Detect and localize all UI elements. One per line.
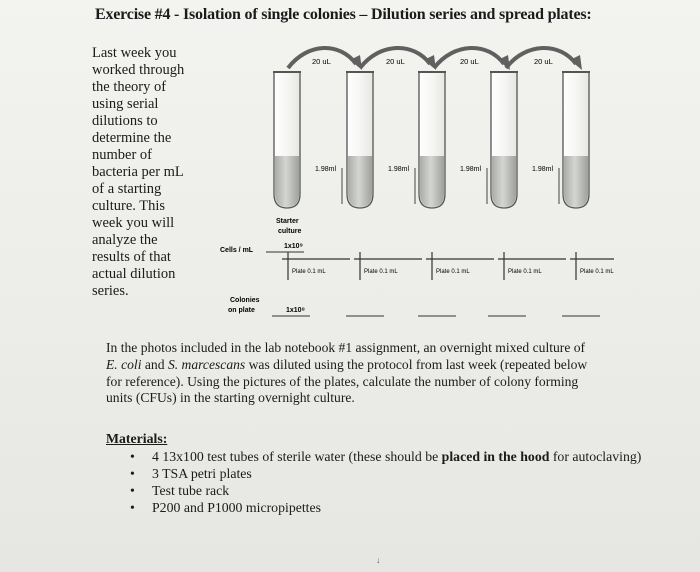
- colonies-label: on plate: [228, 307, 255, 314]
- intro-line: bacteria per mL: [92, 164, 184, 180]
- intro-line: analyze the: [92, 232, 158, 248]
- plate-volume-label: Plate 0.1 mL: [364, 269, 398, 275]
- organism-name: S. marcescans: [167, 356, 246, 372]
- bullet-icon: •: [130, 466, 135, 481]
- transfer-volume-label: 20 uL: [386, 57, 405, 66]
- plating-marker: [282, 252, 350, 280]
- exercise-title: Exercise #4 - Isolation of single colonies – Dilution series and spread plates:: [95, 6, 592, 23]
- intro-line: series.: [92, 283, 129, 299]
- intro-line: worked through: [92, 62, 185, 78]
- water-volume-label: 1.98ml: [315, 166, 337, 173]
- test-tube: [346, 72, 374, 208]
- starter-label: Starter: [276, 218, 299, 225]
- colonies-value: 1x10⁸: [286, 307, 305, 314]
- cells-per-ml-value: 1x10⁹: [284, 243, 303, 250]
- paragraph-line: In the photos included in the lab notebook #1 assignment, an overnight mixed culture of: [106, 340, 586, 355]
- organism-name: E. coli: [106, 356, 142, 372]
- plate-volume-label: Plate 0.1 mL: [508, 269, 542, 275]
- intro-line: culture. This: [92, 198, 166, 214]
- paragraph-line: units (CFUs) in the starting overnight culture.: [106, 390, 355, 406]
- instructions-paragraph: [106, 340, 651, 407]
- dilution-diagram: [200, 44, 620, 331]
- paragraph-line: for reference). Using the pictures of the plates, calculate the number of colony forming: [106, 373, 579, 389]
- test-tube-starter: [273, 72, 301, 208]
- water-volume-label: 1.98ml: [388, 166, 410, 173]
- test-tube: [490, 72, 518, 208]
- transfer-volume-label: 20 uL: [460, 57, 479, 66]
- transfer-volume-label: 20 uL: [312, 57, 331, 66]
- list-item: • P200 and P1000 micropipettes: [130, 500, 321, 515]
- bullet-icon: •: [130, 449, 135, 464]
- intro-line: determine the: [92, 130, 172, 146]
- intro-line: actual dilution: [92, 266, 176, 282]
- intro-line: number of: [92, 147, 152, 163]
- intro-line: of a starting: [92, 181, 162, 197]
- starter-label: culture: [278, 228, 302, 235]
- bullet-icon: •: [130, 483, 135, 498]
- water-volume-label: 1.98ml: [460, 166, 482, 173]
- materials-heading: Materials:: [106, 431, 168, 446]
- intro-line: week you will: [92, 215, 175, 231]
- plating-marker: [354, 252, 422, 280]
- plate-volume-label: Plate 0.1 mL: [292, 269, 326, 275]
- list-item: • 4 13x100 test tubes of sterile water (these should be placed in the hood for autoclaving): [130, 449, 642, 464]
- plating-marker: [498, 252, 566, 280]
- intro-line: results of that: [92, 249, 171, 265]
- paragraph-line: E. coli and S. marcescans was diluted using the protocol from last week (repeated below: [106, 356, 588, 372]
- intro-line: using serial: [92, 96, 159, 112]
- colonies-label: Colonies: [230, 297, 260, 304]
- list-item: • 3 TSA petri plates: [130, 466, 252, 481]
- water-volume-label: 1.98ml: [532, 166, 554, 173]
- intro-line: Last week you: [92, 45, 177, 61]
- plating-marker: [426, 252, 494, 280]
- dilution-series-figure: [200, 44, 620, 326]
- materials-list: [106, 448, 646, 516]
- transfer-volume-label: 20 uL: [534, 57, 553, 66]
- bullet-icon: •: [130, 500, 135, 515]
- materials-section: [106, 430, 646, 516]
- intro-line: the theory of: [92, 79, 167, 95]
- cells-per-ml-label: Cells / mL: [220, 247, 254, 254]
- list-item: • Test tube rack: [130, 483, 230, 498]
- test-tube: [562, 72, 590, 208]
- plating-marker: [570, 252, 614, 280]
- plate-volume-label: Plate 0.1 mL: [436, 269, 470, 275]
- plate-volume-label: Plate 0.1 mL: [580, 269, 614, 275]
- cursor-mark: ↓: [376, 555, 381, 565]
- test-tube: [418, 72, 446, 208]
- intro-line: dilutions to: [92, 113, 158, 129]
- intro-text: [92, 45, 202, 300]
